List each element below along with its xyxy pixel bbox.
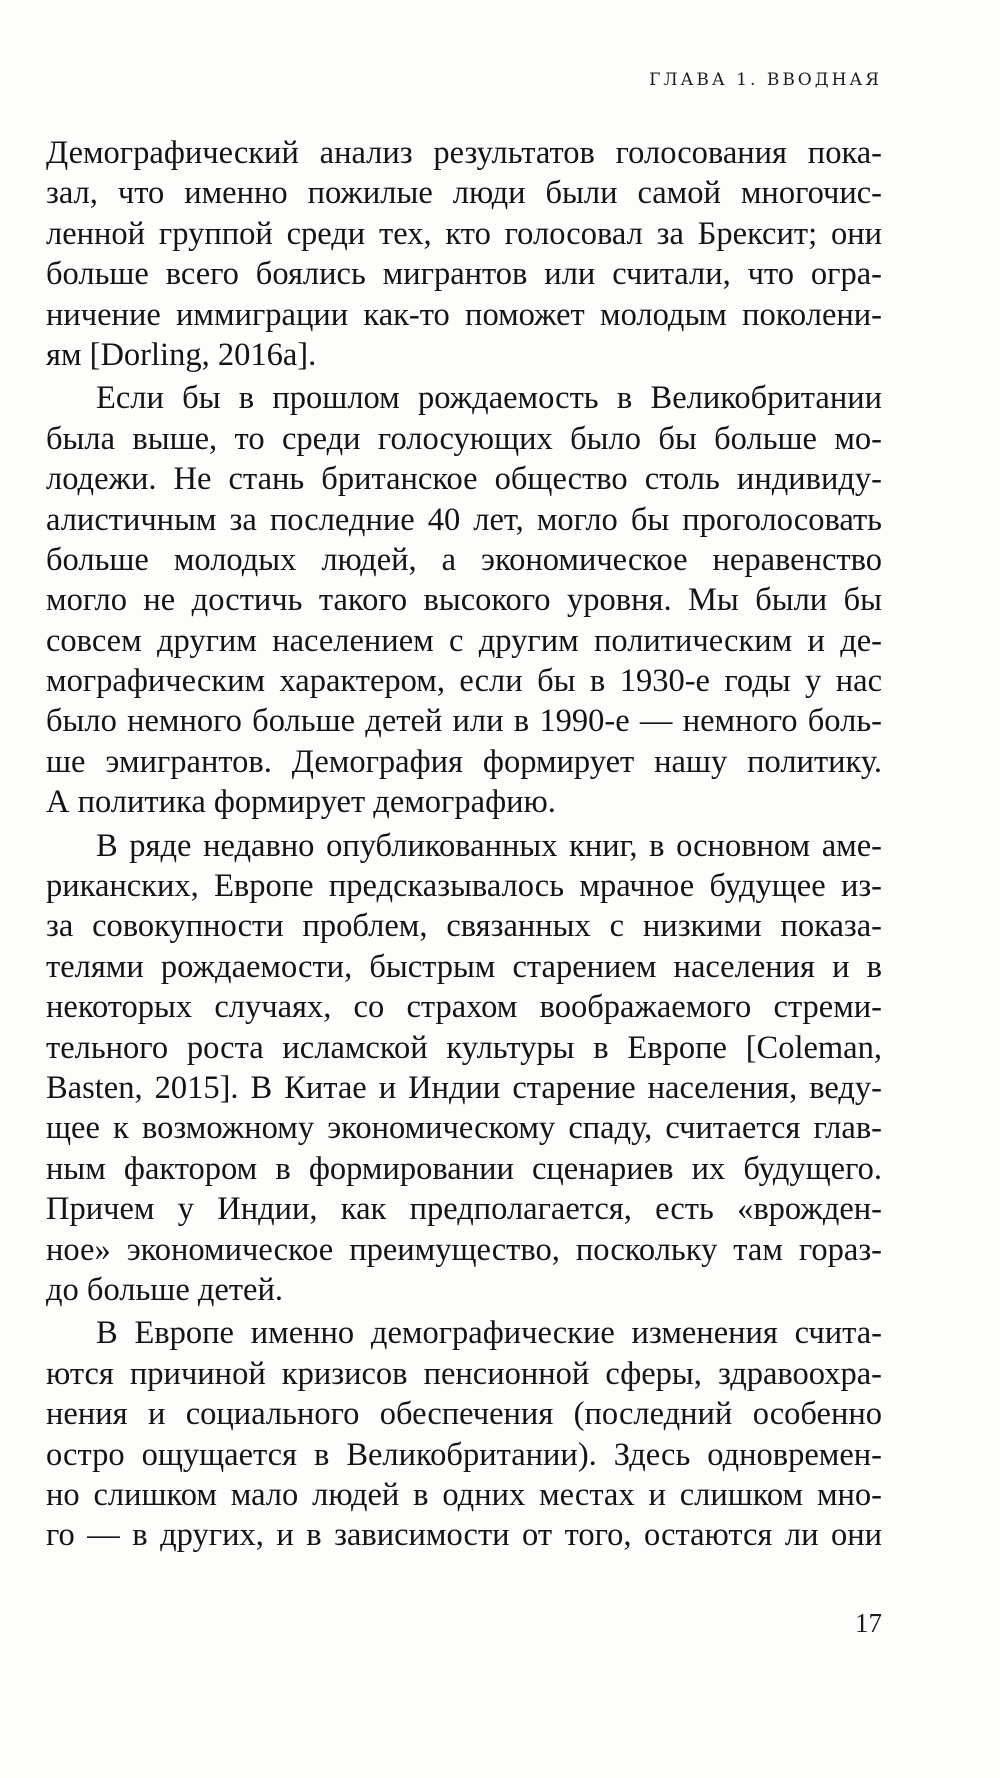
text-line: телями рождаемости, быстрым старением населения и в bbox=[46, 948, 882, 985]
text-line: ничение иммиграции как-то поможет молодым поколени- bbox=[46, 296, 882, 333]
paragraph bbox=[46, 378, 882, 822]
text-line: тельного роста исламской культуры в Европе [Coleman, bbox=[46, 1029, 882, 1066]
text-line: ленной группой среди тех, кто голосовал за Брексит; они bbox=[46, 215, 882, 252]
page-number: 17 bbox=[855, 1608, 882, 1638]
paragraph bbox=[46, 826, 882, 1311]
text-line: алистичным за последние 40 лет, могло бы проголосовать bbox=[46, 501, 882, 538]
text-line: В Европе именно демографические изменения счита- bbox=[96, 1315, 882, 1352]
text-line: было немного больше детей или в 1990-е — немного боль- bbox=[46, 703, 882, 740]
text-line: Если бы в прошлом рождаемость в Великобритании bbox=[96, 380, 882, 417]
text-line: некоторых случаях, со страхом воображаемого стреми- bbox=[46, 989, 882, 1026]
text-line: но слишком мало людей в одних местах и слишком мно- bbox=[46, 1476, 882, 1513]
text-line: ются причиной кризисов пенсионной сферы, здравоохра- bbox=[46, 1355, 882, 1392]
text-line: до больше детей. bbox=[46, 1271, 283, 1308]
text-line: го — в других, и в зависимости от того, остаются ли они bbox=[46, 1517, 882, 1554]
text-line: Демографический анализ результатов голосования пока- bbox=[46, 135, 882, 171]
text-line: Причем у Индии, как предполагается, есть «врожден- bbox=[46, 1191, 882, 1228]
text-line: ным фактором в формировании сценариев их будущего. bbox=[46, 1150, 882, 1187]
text-line: могло не достичь такого высокого уровня. Мы были бы bbox=[46, 582, 882, 619]
text-line: нения и социального обеспечения (последний особенно bbox=[46, 1396, 882, 1433]
paragraph bbox=[46, 133, 882, 375]
text-line: зал, что именно пожилые люди были самой многочис- bbox=[46, 175, 882, 212]
text-line: больше всего боялись мигрантов или считали, что огра- bbox=[46, 256, 882, 293]
text-line: была выше, то среди голосующих было бы больше мо- bbox=[46, 420, 882, 457]
text-line: мографическим характером, если бы в 1930-е годы у нас bbox=[46, 663, 882, 700]
body-text bbox=[46, 133, 882, 1556]
running-head: ГЛАВА 1. ВВОДНАЯ bbox=[649, 70, 882, 90]
text-line: лодежи. Не стань британское общество столь индивиду- bbox=[46, 461, 882, 498]
paragraph bbox=[46, 1313, 882, 1555]
text-line: больше молодых людей, а экономическое неравенство bbox=[46, 541, 882, 578]
text-line: ное» экономическое преимущество, поскольку там гораз- bbox=[46, 1231, 882, 1268]
text-line: Basten, 2015]. В Китае и Индии старение населения, веду- bbox=[46, 1069, 882, 1106]
text-line: ям [Dorling, 2016a]. bbox=[46, 336, 317, 373]
text-line: остро ощущается в Великобритании). Здесь одновремен- bbox=[46, 1436, 882, 1473]
text-line: совсем другим населением с другим политическим и де- bbox=[46, 622, 882, 659]
text-line: ше эмигрантов. Демография формирует нашу политику. bbox=[46, 743, 882, 780]
text-line: В ряде недавно опубликованных книг, в основном аме- bbox=[96, 827, 882, 864]
text-line: А политика формирует демографию. bbox=[46, 784, 556, 821]
text-line: за совокупности проблем, связанных с низкими показа- bbox=[46, 908, 882, 945]
text-line: щее к возможному экономическому спаду, считается глав- bbox=[46, 1110, 882, 1147]
text-line: риканских, Европе предсказывалось мрачное будущее из- bbox=[46, 868, 882, 905]
